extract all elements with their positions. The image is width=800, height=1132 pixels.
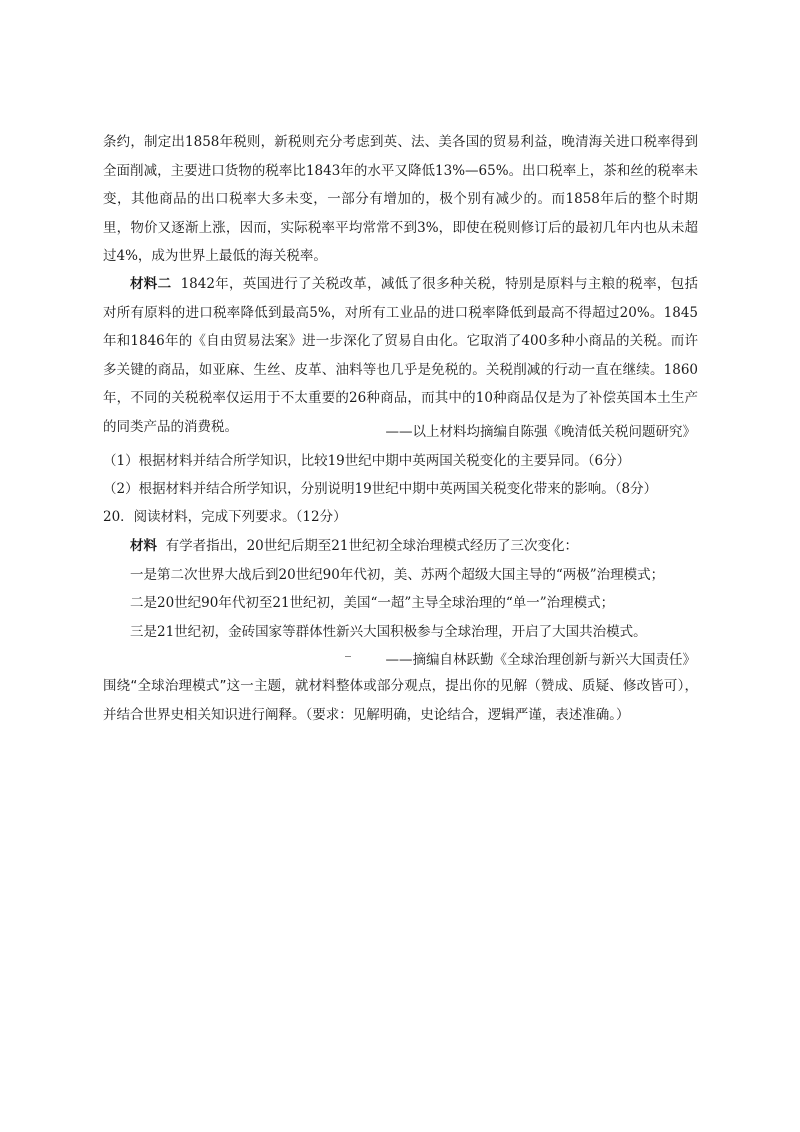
q20-material-intro-text: 有学者指出，20世纪后期至21世纪初全球治理模式经历了三次变化： [165,538,578,554]
q20-material-line-2: 二是20世纪90年代初至21世纪初，美国“一超”主导全球治理的“单一”治理模式； [130,595,615,611]
material2-text: 1842年，英国进行了关税改革，减低了很多种关税，特别是原料与主粮的税率，包括对所有原料的进口税率降低到最高5%，对所有工业品的进口税率降低到最高不得超过20%。1845年和1846年的《自由贸易法案》进一步深化了贸易自由化。它取消了400多种小商品的关税。而许多关键的商品，如亚麻、生丝、皮革、油料等也几乎是免税的。关税削减的行动一直在继续。1860年，不同的关税税率仅运用于不太重要的26种商品，而其中的10种商品仅是为了补偿英国本土生产的同类产品的消费税。 [103,276,698,435]
q20-source: ——摘编自林跃勤《全球治理创新与新兴大国责任》 [385,652,696,668]
q19-subquestion-2: （2）根据材料并结合所学知识，分别说明19世纪中期中英两国关税变化带来的影响。（8分） [103,481,658,497]
q20-task: 围绕“全球治理模式”这一主题，就材料整体或部分观点，提出你的见解（赞成、质疑、修改皆可），并结合世界史相关知识进行阐释。（要求：见解明确，史论结合，逻辑严谨，表述准确。） [103,678,698,723]
material2-label: 材料二 [130,276,172,292]
q20-material-label: 材料 [130,538,157,554]
q19-source: ——以上材料均摘编自陈强《晚清低关税问题研究》 [385,424,696,440]
q20-material-intro [130,534,578,554]
scan-speck [345,656,351,657]
q19-material1-tail: 条约，制定出1858年税则，新税则充分考虑到英、法、美各国的贸易利益，晚清海关进口税率得到全面削减，主要进口货物的税率比1843年的水平又降低13%—65%。出口税率上，茶和丝的税率未变，其他商品的出口税率大多未变，一部分有增加的，极个别有减少的。而1858年后的整个时期里，物价又逐渐上涨，因而，实际税率平均常常不到3%，即使在税则修订后的最初几年内也从未超过4%，成为世界上最低的海关税率。 [103,134,698,264]
q19-subquestion-1: （1）根据材料并结合所学知识，比较19世纪中期中英两国关税变化的主要异同。（6分） [103,453,631,469]
q20-header: 20．阅读材料，完成下列要求。（12分） [103,509,347,525]
q20-material-line-3: 三是21世纪初，金砖国家等群体性新兴大国积极参与全球治理，开启了大国共治模式。 [130,624,647,640]
q20-material-line-1: 一是第二次世界大战后到20世纪90年代初，美、苏两个超级大国主导的“两极”治理模式； [130,567,665,583]
q19-material2 [103,270,698,441]
